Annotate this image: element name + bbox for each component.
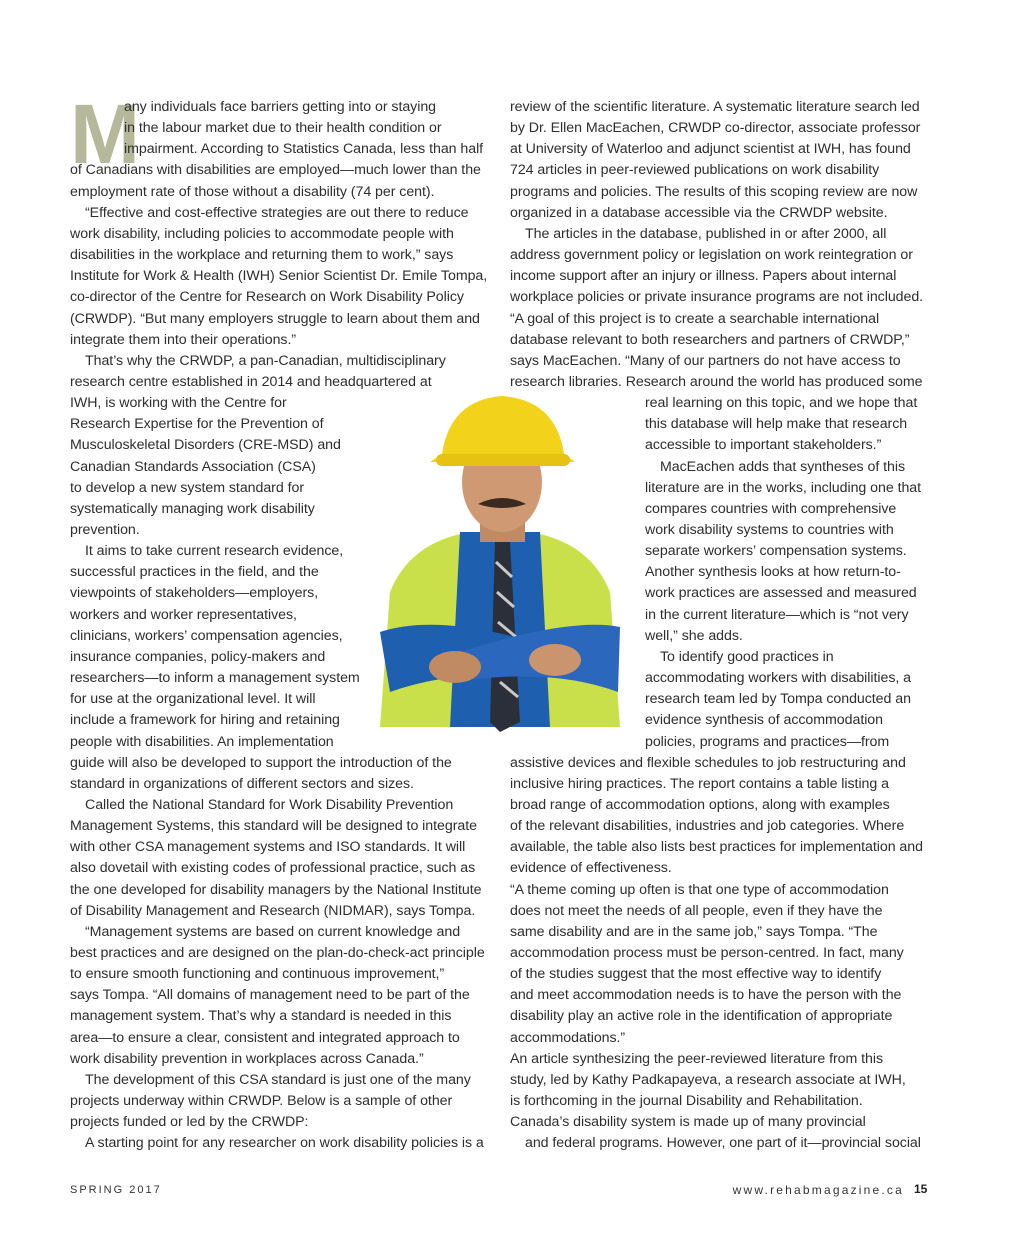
- left-column-text-line: to ensure smooth functioning and continuous improvement,”: [70, 966, 445, 983]
- left-column-text-line: with other CSA management systems and ISO standards. It will: [70, 839, 466, 856]
- left-column-text-line: impairment. According to Statistics Canada, less than half: [124, 141, 484, 158]
- left-column-text-line: management system. That’s why a standard is needed in this: [70, 1008, 452, 1025]
- right-column-text-line: Canada’s disability system is made up of many provincial: [510, 1114, 866, 1131]
- right-column-text-line: income support after an injury or illness. Papers about internal: [510, 268, 897, 285]
- left-column-text-line: researchers—to inform a management system: [70, 670, 360, 687]
- right-column-text-line: review of the scientific literature. A systematic literature search led: [510, 99, 920, 115]
- right-column-text-line: accommodating workers with disabilities, a: [645, 670, 911, 687]
- right-column-text-line: The articles in the database, published in or after 2000, all: [525, 225, 887, 242]
- left-column-text-line: work disability, including policies to accommodate people with: [70, 225, 454, 242]
- right-column-text-line: says MacEachen. “Many of our partners do not have access to: [510, 352, 901, 369]
- left-column-text-line: of Canadians with disabilities are employed—much lower than the: [70, 162, 481, 179]
- right-column-text-line: work practices are assessed and measured: [645, 585, 917, 602]
- left-column-text-line: IWH, is working with the Centre for: [70, 395, 287, 412]
- left-column-text-line: Canadian Standards Association (CSA): [70, 458, 316, 475]
- right-column-text-line: accommodations.”: [510, 1029, 626, 1046]
- right-column-text-line: does not meet the needs of all people, even if they have the: [510, 902, 883, 919]
- right-column-text-line: To identify good practices in: [660, 648, 834, 665]
- left-column-text-line: The development of this CSA standard is just one of the many: [85, 1071, 471, 1088]
- left-column-text-line: projects funded or led by the CRWDP:: [70, 1114, 309, 1131]
- left-column-text-line: projects underway within CRWDP. Below is a sample of other: [70, 1093, 453, 1110]
- left-column-text-line: successful practices in the field, and the: [70, 564, 319, 581]
- right-column-text-line: by Dr. Ellen MacEachen, CRWDP co-director, associate professor: [510, 120, 921, 137]
- left-column-text-line: “Management systems are based on current knowledge and: [85, 923, 461, 940]
- left-column-text-line: employment rate of those without a disability (74 per cent).: [70, 183, 435, 200]
- left-column-text-line: for use at the organizational level. It will: [70, 691, 316, 708]
- helmet-shape: [430, 396, 575, 462]
- right-column-text-line: compares countries with comprehensive: [645, 500, 897, 517]
- left-column-text-line: the one developed for disability managers by the National Institute: [70, 881, 482, 898]
- right-column-text-line: workplace policies or private insurance programs are not included.: [510, 289, 924, 306]
- right-column-text-line: An article synthesizing the peer-reviewed literature from this: [510, 1050, 884, 1067]
- right-column-text-line: Another synthesis looks at how return-to-: [645, 564, 901, 581]
- hand-right: [429, 651, 481, 683]
- right-column-text-line: evidence of effectiveness.: [510, 860, 672, 877]
- right-column-text-line: research libraries. Research around the world has produced some: [510, 373, 923, 390]
- left-column-text-line: clinicians, workers’ compensation agencies,: [70, 627, 343, 644]
- right-column-text-line: and federal programs. However, one part of it—provincial social: [525, 1135, 921, 1152]
- left-column-text-line: co-director of the Centre for Research on Work Disability Policy: [70, 289, 464, 306]
- right-column-text-line: separate workers’ compensation systems.: [645, 543, 907, 560]
- hand-left: [529, 644, 581, 676]
- left-column-text-line: of Disability Management and Research (NIDMAR), says Tompa.: [70, 902, 476, 919]
- website-link[interactable]: www.rehabmagazine.ca: [732, 1183, 904, 1197]
- left-column-text-line: any individuals face barriers getting into or staying: [124, 99, 437, 115]
- right-column-text-line: “A goal of this project is to create a searchable international: [510, 310, 880, 327]
- right-column-text-line: 724 articles in peer-reviewed publications on work disability: [510, 162, 880, 179]
- right-column-text-line: study, led by Kathy Padkapayeva, a research associate at IWH,: [510, 1071, 906, 1088]
- left-column-text-line: disabilities in the workplace and returning them to work,” says: [70, 247, 454, 264]
- right-column-text-line: in the current literature—which is “not very: [645, 606, 909, 623]
- right-column-text-line: “A theme coming up often is that one type of accommodation: [510, 881, 889, 898]
- right-column-text-line: database relevant to both researchers and partners of CRWDP,”: [510, 331, 910, 348]
- left-column-text-line: also dovetail with existing codes of professional practice, such as: [70, 860, 476, 877]
- left-column-text-line: guide will also be developed to support the introduction of the: [70, 754, 452, 771]
- right-column-text-line: same disability and are in the same job,” says Tompa. “The: [510, 923, 878, 940]
- right-column-text-line: of the relevant disabilities, industries and job categories. Where: [510, 818, 905, 835]
- right-column-text-line: work disability systems to countries with: [645, 522, 894, 538]
- left-column-text-line: workers and worker representatives,: [70, 606, 297, 623]
- helmet-brim: [436, 454, 570, 466]
- left-column-text-line: Management Systems, this standard will be designed to integrate: [70, 818, 477, 835]
- issue-label: SPRING 2017: [70, 1184, 162, 1196]
- left-column-text-line: area—to ensure a clear, consistent and integrated approach to: [70, 1029, 460, 1046]
- left-column-text-line: Musculoskeletal Disorders (CRE-MSD) and: [70, 437, 341, 454]
- right-column-text-line: accessible to important stakeholders.”: [645, 437, 882, 454]
- right-column-text-line: accommodation process must be person-centred. In fact, many: [510, 945, 904, 961]
- left-column-text-line: viewpoints of stakeholders—employers,: [70, 585, 319, 602]
- right-column-text-line: disability play an active role in the identification of appropriate: [510, 1008, 893, 1025]
- left-column-text-line: That’s why the CRWDP, a pan-Canadian, multidisciplinary: [85, 352, 446, 369]
- left-column-text-line: include a framework for hiring and retaining: [70, 712, 340, 729]
- right-column-text-line: available, the table also lists best practices for implementation and: [510, 839, 923, 856]
- left-column-text-line: people with disabilities. An implementation: [70, 733, 334, 750]
- right-column-text-line: policies, programs and practices—from: [645, 733, 890, 750]
- right-column-text-line: inclusive hiring practices. The report contains a table listing a: [510, 775, 889, 792]
- right-column-text-line: this database will help make that research: [645, 416, 908, 433]
- right-column-text-line: literature are in the works, including one that: [645, 479, 922, 496]
- left-column-text-line: to develop a new system standard for: [70, 479, 304, 496]
- left-column-text-line: in the labour market due to their health condition or: [124, 120, 442, 137]
- left-column-text-line: A starting point for any researcher on work disability policies is a: [85, 1135, 484, 1152]
- right-column-text-line: and meet accommodation needs is to have the person with the: [510, 987, 902, 1004]
- page-number: 15: [914, 1182, 928, 1196]
- drop-cap: M: [70, 87, 140, 181]
- right-column-text-line: well,” she adds.: [645, 627, 743, 644]
- left-column-text-line: research centre established in 2014 and headquartered at: [70, 373, 432, 390]
- left-column-text-line: integrate them into their operations.”: [70, 331, 297, 348]
- left-column-text-line: It aims to take current research evidence,: [85, 543, 344, 560]
- right-column-text-line: MacEachen adds that syntheses of this: [660, 458, 905, 475]
- left-column-text-line: work disability prevention in workplaces across Canada.”: [70, 1050, 424, 1067]
- left-column-text-line: standard in organizations of different sectors and sizes.: [70, 775, 414, 792]
- right-column-text-line: organized in a database accessible via the CRWDP website.: [510, 204, 888, 221]
- right-column-text-line: broad range of accommodation options, along with examples: [510, 796, 890, 813]
- left-column-text-line: systematically managing work disability: [70, 500, 315, 517]
- left-column-text-line: Research Expertise for the Prevention of: [70, 416, 324, 433]
- right-column-text-line: address government policy or legislation on work reintegration or: [510, 247, 913, 264]
- right-column-text-line: real learning on this topic, and we hope that: [645, 395, 918, 412]
- left-column-text-line: best practices and are designed on the plan-do-check-act principle: [70, 945, 485, 961]
- left-column-text-line: insurance companies, policy-makers and: [70, 648, 326, 665]
- worker-photo: [350, 392, 650, 732]
- right-column-text-line: assistive devices and flexible schedules to job restructuring and: [510, 754, 906, 771]
- left-column-text-line: “Effective and cost-effective strategies are out there to reduce: [85, 204, 469, 221]
- right-column-text-line: of the studies suggest that the most effective way to identify: [510, 966, 882, 983]
- right-column-text-line: programs and policies. The results of this scoping review are now: [510, 183, 918, 200]
- left-column-text-line: (CRWDP). “But many employers struggle to learn about them and: [70, 310, 480, 327]
- right-column-text-line: at University of Waterloo and adjunct scientist at IWH, has found: [510, 141, 911, 158]
- left-column-text-line: says Tompa. “All domains of management need to be part of the: [70, 987, 470, 1004]
- right-column-text-line: is forthcoming in the journal Disability and Rehabilitation.: [510, 1093, 863, 1110]
- left-column-text-line: prevention.: [70, 522, 140, 538]
- left-column-text-line: Institute for Work & Health (IWH) Senior Scientist Dr. Emile Tompa,: [70, 268, 488, 285]
- left-column-text-line: Called the National Standard for Work Disability Prevention: [85, 796, 454, 813]
- right-column-text-line: research team led by Tompa conducted an: [645, 691, 911, 708]
- right-column-text-line: evidence synthesis of accommodation: [645, 712, 883, 729]
